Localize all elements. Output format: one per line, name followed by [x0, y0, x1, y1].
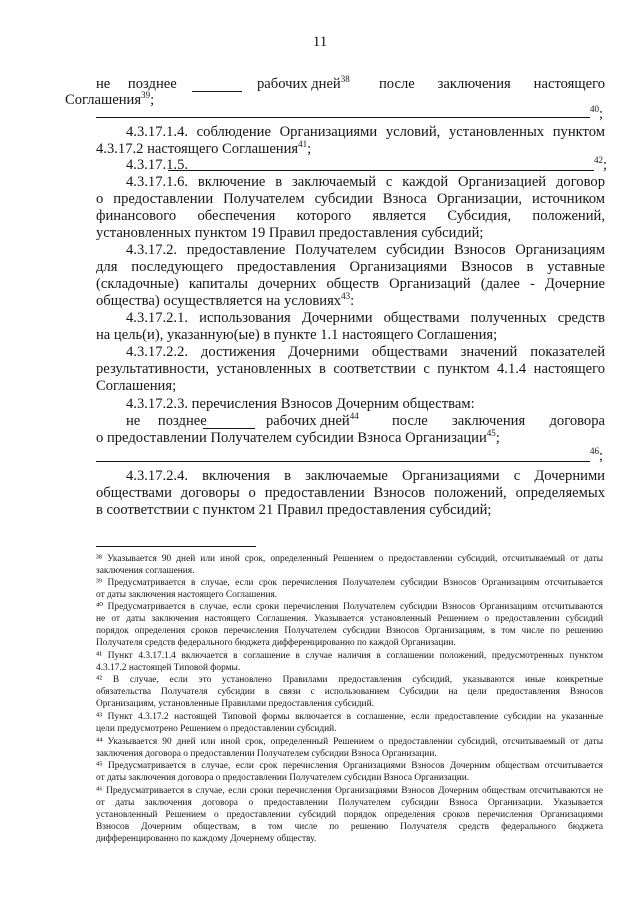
text-line: о предоставлении Получателем субсидии Взноса Организации, источником	[96, 191, 605, 207]
text-line: установленных пунктом 19 Правил предоставления субсидий;	[96, 225, 484, 241]
text-line: рабочих дней$^{38}$	[257, 74, 350, 92]
footnote-line: ⁴⁵ Предусматривается в случае, если срок перечисления Организациями Взносов Дочерним обществам отсчитывается	[96, 761, 603, 771]
text-line: обществами договоры о предоставлении Взносов положений, определяемых	[96, 485, 605, 501]
footnote-line: ⁴⁰ Предусматривается в случае, если сроки перечисления Получателем субсидии Взносов Организациям отсчитываются	[96, 602, 603, 612]
footnote-line: заключения соглашения.	[96, 566, 195, 576]
footnote-line: ⁴³ Пункт 4.3.17.2 настоящей Типовой формы включается в соглашение, если предоставление субсидии на указанные	[96, 712, 603, 722]
footnote-ref: $^{46}$;	[590, 446, 604, 464]
text-line: не позднее	[96, 76, 177, 92]
text-line: не позднее	[126, 413, 207, 429]
page-number: 11	[312, 34, 328, 50]
footnote-ref: $^{42}$;	[594, 155, 608, 173]
footnote-line: от даты заключения договора о предоставлении Получателем субсидии Взноса Организации.	[96, 773, 470, 783]
text-line: после заключения договора	[392, 413, 605, 429]
text-line: в соответствии с пунктом 21 Правил предоставления субсидий;	[96, 502, 492, 518]
footnote-line: Получателя средств федерального бюджета дифференцированно по каждой Организации.	[96, 638, 456, 648]
text-line: 4.3.17.2.1. использования Дочерними обществами полученных средств	[126, 310, 605, 326]
footnote-line: ⁴¹ Пункт 4.3.17.1.4 включается в соглашение в случае наличия в соглашении положений, предусмотренных пунктом	[96, 651, 603, 661]
text-line: финансового обеспечения которого является Субсидия, положений,	[96, 208, 605, 224]
footnote-line: дифференцированно по каждому Дочернему обществу.	[96, 834, 317, 844]
blank-line	[96, 117, 590, 118]
text-line: результативности, установленных в соответствии с пунктом 4.1.4 настоящего	[96, 361, 605, 377]
text-line: Соглашения;	[96, 378, 177, 394]
blank-field	[203, 428, 255, 429]
footnote-line: ⁴⁶ Предусматривается в случае, если сроки перечисления Организациями Взносов Дочерним обществам отсчитываются не	[96, 786, 603, 796]
footnote-line: обязательства Получателя субсидии в связи с использованием Субсидии на цели предоставления Взносов	[96, 687, 603, 697]
text-line: о предоставлении Получателем субсидии Взноса Организации$^{45}$;	[96, 428, 500, 446]
footnote-line: ³⁹ Предусматривается в случае, если срок перечисления Получателем субсидии Взносов Организациям отсчитывается	[96, 578, 603, 588]
footnote-separator	[96, 546, 256, 547]
blank-line	[96, 461, 590, 462]
footnote-line: от даты заключения настоящего Соглашения.	[96, 590, 278, 600]
text-line: после заключения настоящего	[379, 76, 605, 92]
footnote-line: установленный Решением о предоставлении субсидий порядок определения сроков перечисления Организациями	[96, 810, 603, 820]
footnote-line: ⁴⁴ Указывается 90 дней или иной срок, определенный Решением о предоставлении субсидий, отсчитываемый от даты	[96, 737, 603, 747]
text-line: 4.3.17.1.4. соблюдение Организациями условий, установленных пунктом	[126, 124, 605, 140]
footnote-line: Взносов Дочерним обществам, в том числе по решению Получателя средств федерального бюджета	[96, 822, 603, 832]
footnote-line: порядок определения сроков перечисления Получателем субсидии Взносов Организациям, в том числе по решению	[96, 626, 603, 636]
text-line: на цель(и), указанную(ые) в пункте 1.1 настоящего Соглашения;	[96, 327, 498, 343]
footnote-ref: $^{40}$;	[590, 104, 604, 122]
text-line: 4.3.17.2.3. перечисления Взносов Дочерним обществам:	[126, 396, 475, 412]
footnote-line: ⁴² В случае, если это установлено Правилами предоставления субсидий, указываются иные конкретные	[96, 675, 603, 685]
footnote-line: заключения договора о предоставлении Получателем субсидии Взноса Организации.	[96, 749, 437, 759]
footnote-line: от даты заключения договора о предоставлении Получателем субсидии Взноса Организации. Указывается	[96, 798, 603, 808]
text-line: 4.3.17.2.4. включения в заключаемые Организациями с Дочерними	[126, 468, 605, 484]
blank-line	[168, 170, 594, 171]
text-line: 4.3.17.1.6. включение в заключаемый с каждой Организацией договор	[126, 174, 605, 190]
text-line: 4.3.17.1.5.	[126, 157, 189, 173]
text-line: 4.3.17.2. предоставление Получателем субсидии Взносов Организациям	[126, 242, 605, 258]
text-line: 4.3.17.2.2. достижения Дочерними обществами значений показателей	[126, 344, 605, 360]
footnote-line: не от даты заключения настоящего Соглашения. Указывается установленный Решением о предоставлении субсидий	[96, 614, 603, 624]
footnote-line: цели предусмотрено Решением о предоставлении субсидий.	[96, 724, 337, 734]
text-line: Соглашения$^{39}$;	[65, 90, 155, 108]
blank-field	[192, 91, 242, 92]
text-line: общества) осуществляется на условиях$^{43}$:	[96, 291, 355, 309]
footnote-line: 4.3.17.2 настоящей Типовой формы.	[96, 663, 241, 673]
footnote-line: ³⁸ Указывается 90 дней или иной срок, определенный Решением о предоставлении субсидий, отсчитываемый от даты	[96, 554, 603, 564]
text-line: (складочные) капиталы дочерних обществ Организаций (далее - Дочерние	[96, 276, 605, 292]
text-line: для последующего предоставления Организациями Взносов в уставные	[96, 259, 605, 275]
footnote-line: Организациям, установленные Правилами предоставления субсидий.	[96, 699, 374, 709]
text-line: рабочих дней$^{44}$	[266, 411, 359, 429]
text-line: 4.3.17.2 настоящего Соглашения$^{41}$;	[96, 139, 312, 157]
